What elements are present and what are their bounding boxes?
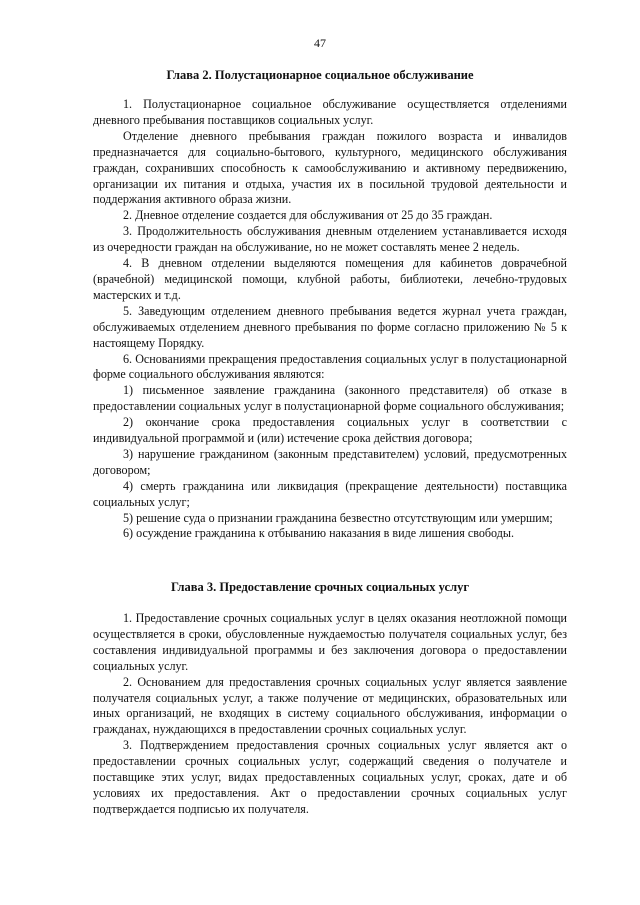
list-item: 6) осуждение гражданина к отбыванию наказания в виде лишения свободы. xyxy=(123,526,515,541)
list-item: 3) нарушение гражданином (законным представителем) условий, предусмотренных договором; xyxy=(93,446,567,477)
paragraph: 3. Подтверждением предоставления срочных социальных услуг является акт о предоставлении срочных социальных услуг, содержащий сведения о получателе и поставщике этих услуг, видах предоставленных социальных услуг, сроках, дате и об условиях их предоставления. Акт о предоставлении срочных социальных услуг подтверждается подписью их получателя. xyxy=(93,738,567,816)
paragraph: 6. Основаниями прекращения предоставления социальных услуг в полустационарной форме социального обслуживания являются: xyxy=(93,351,567,382)
list-item: 5) решение суда о признании гражданина безвестно отсутствующим или умершим; xyxy=(123,510,553,525)
paragraph: 2. Дневное отделение создается для обслуживания от 25 до 35 граждан. xyxy=(123,208,493,223)
chapter-2-title: Глава 2. Полустационарное социальное обслуживание xyxy=(166,68,474,82)
page-number: 47 xyxy=(314,36,326,50)
chapter-2-body xyxy=(93,97,567,542)
paragraph: 1. Полустационарное социальное обслуживание осуществляется отделениями дневного пребывания поставщиков социальных услуг. xyxy=(93,97,567,127)
paragraph: Отделение дневного пребывания граждан пожилого возраста и инвалидов предназначается для социально-бытового, культурного, медицинского обслуживания граждан, сохранивших способность к самообслуживанию и активному передвижению, организации их питания и отдыха, участия их в посильной трудовой деятельности и поддержания активного образа жизни. xyxy=(93,128,567,207)
paragraph: 2. Основанием для предоставления срочных социальных услуг является заявление получателя социальных услуг, а также получение от медицинских, образовательных или иных организаций, не входящих в систему социального обслуживания, информации о гражданах, нуждающихся в предоставлении срочных социальных услуг. xyxy=(93,674,567,737)
list-item: 2) окончание срока предоставления социальных услуг в соответствии с индивидуальной программой и (или) истечение срока действия договора; xyxy=(93,415,567,446)
paragraph: 1. Предоставление срочных социальных услуг в целях оказания неотложной помощи осуществляется в сроки, обусловленные нуждаемостью получателя социальных услуг, без составления индивидуальной программы и без заключения договора о предоставлении социальных услуг. xyxy=(93,611,567,673)
list-item: 4) смерть гражданина или ликвидация (прекращение деятельности) поставщика социальных услуг; xyxy=(93,478,567,509)
list-item: 1) письменное заявление гражданина (законного представителя) об отказе в предоставлении социальных услуг в полустационарной форме социального обслуживания; xyxy=(93,383,567,414)
paragraph: 4. В дневном отделении выделяются помещения для кабинетов доврачебной (врачебной) медицинской помощи, клубной работы, библиотеки, лечебно-трудовых мастерских и т.д. xyxy=(93,256,567,302)
chapter-3-body xyxy=(93,611,567,818)
paragraph: 5. Заведующим отделением дневного пребывания ведется журнал учета граждан, обслуживаемых отделением дневного пребывания по форме согласно приложению № 5 к настоящему Порядку. xyxy=(93,303,567,350)
chapter-3-title: Глава 3. Предоставление срочных социальных услуг xyxy=(170,580,470,594)
paragraph: 3. Продолжительность обслуживания дневным отделением устанавливается исходя из очередности граждан на обслуживание, но не может составлять менее 2 недель. xyxy=(93,224,567,255)
